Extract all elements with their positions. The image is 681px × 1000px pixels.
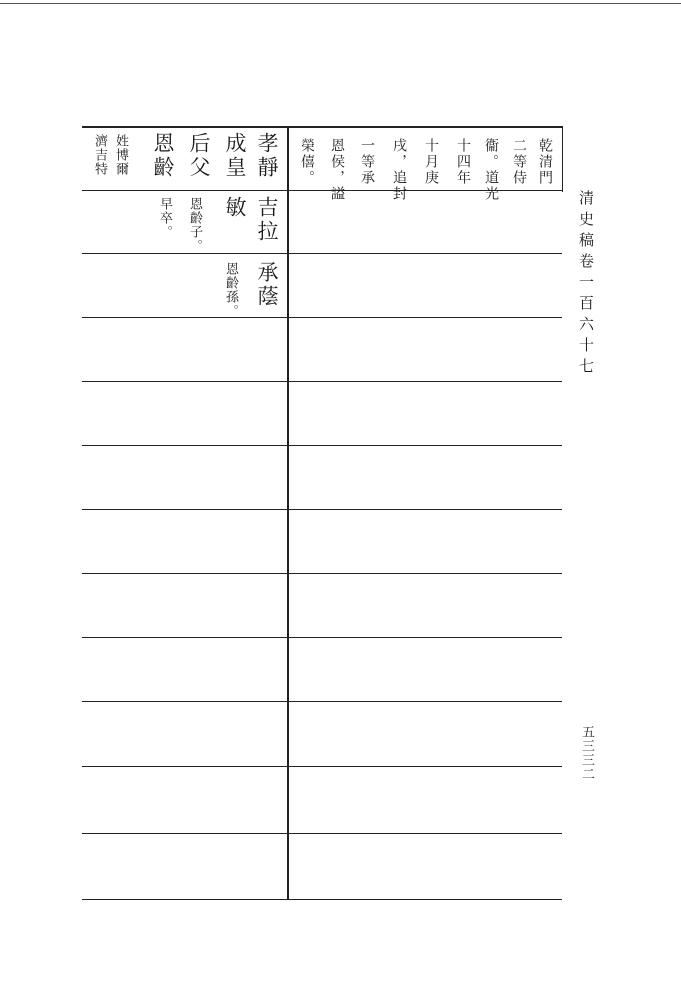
page-number: 五三三二 xyxy=(579,725,594,781)
person-name: 吉拉 xyxy=(255,196,279,244)
clan-note-2: 濟吉特 xyxy=(92,134,107,176)
table-center-divider xyxy=(287,126,289,900)
right-col-3: 衞。道光 xyxy=(483,138,499,202)
table-bottom-rule xyxy=(82,899,562,900)
relation-note: 恩齡孫。 xyxy=(223,262,238,318)
headline-c: 后父 xyxy=(187,132,211,180)
death-note: 早卒。 xyxy=(157,197,172,239)
table-top-rule xyxy=(82,126,562,128)
right-col-2: 二等侍 xyxy=(511,138,527,186)
right-col-5: 十月庚 xyxy=(423,138,439,186)
table-right-edge xyxy=(562,126,563,192)
headline-a: 孝靜 xyxy=(255,132,279,180)
clan-note-1: 姓博爾 xyxy=(113,134,128,176)
right-col-6: 戌，追封 xyxy=(391,138,407,202)
person-name: 承蔭 xyxy=(255,261,279,309)
relation-note: 恩齡子。 xyxy=(187,197,202,253)
headline-b: 成皇 xyxy=(223,132,247,180)
right-col-4: 十四年 xyxy=(455,138,471,186)
person-title: 敏 xyxy=(223,196,247,220)
running-head: 清史稿卷一百六十七 xyxy=(577,190,595,379)
person-name: 恩齡 xyxy=(151,132,175,180)
page-top-border xyxy=(0,3,681,4)
right-col-7: 一等承 xyxy=(359,138,375,186)
right-col-1: 乾清門 xyxy=(537,138,553,186)
right-col-8: 恩侯，謚 xyxy=(329,138,345,202)
right-col-9: 榮僖。 xyxy=(299,138,315,186)
